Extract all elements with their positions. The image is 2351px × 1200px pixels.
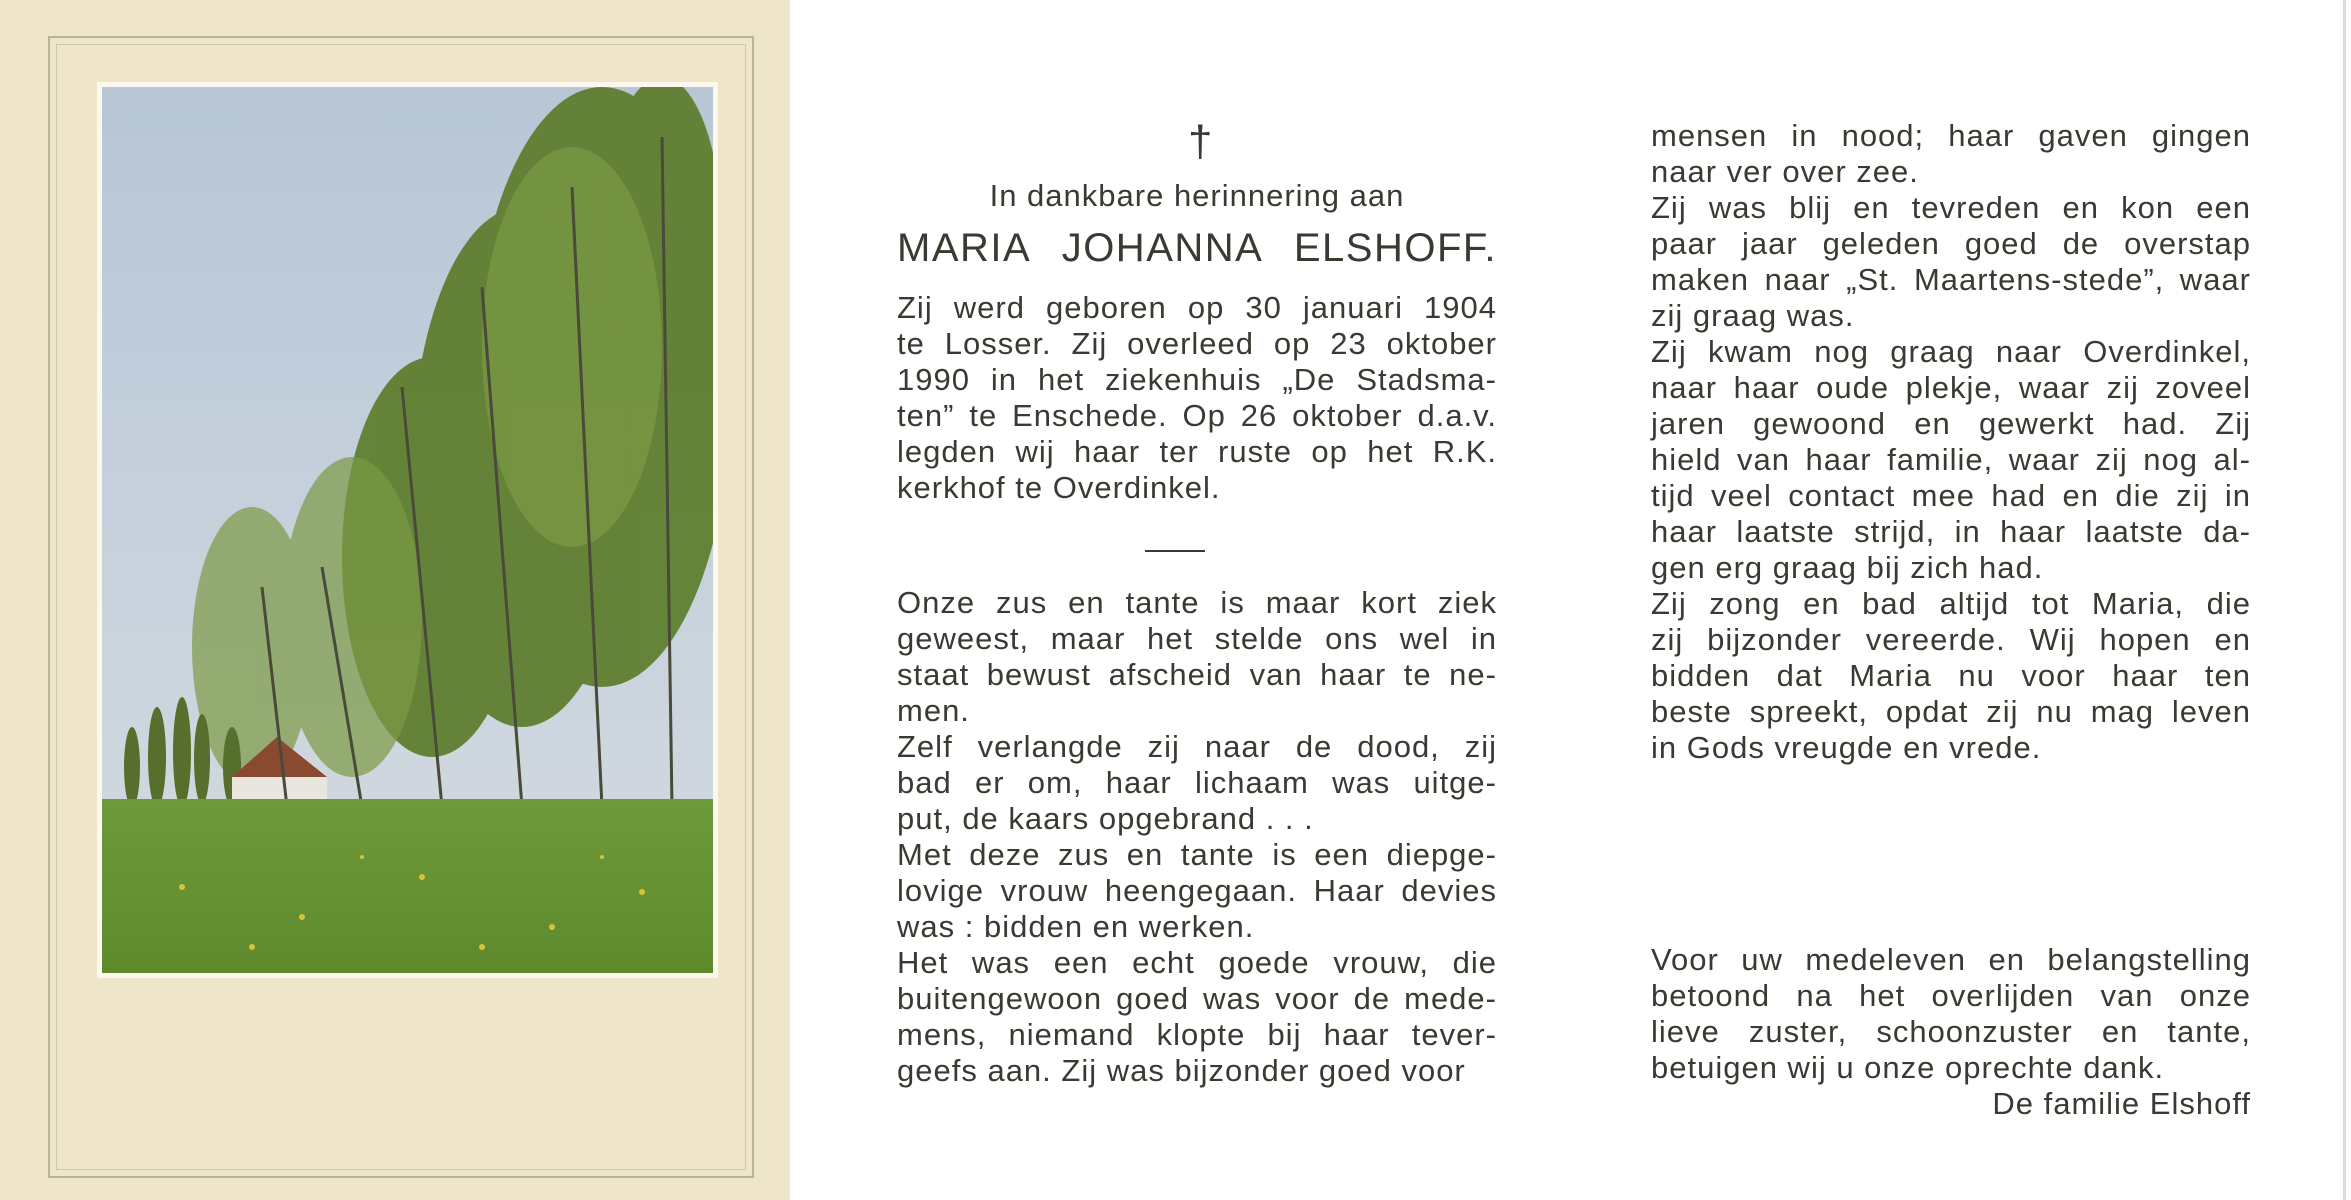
separator-rule [1145,550,1205,552]
tribute-text-continued [1651,118,2251,766]
text-line: men. [897,693,970,728]
text-line: 1990 in het ziekenhuis „De Stadsma- [897,362,1497,397]
text-line: naar ver over zee. [1651,154,1919,189]
intro-heading: In dankbare herinnering aan [989,178,1405,213]
text-line: bidden dat Maria nu voor haar ten [1651,658,2251,693]
text-line: put, de kaars opgebrand . . . [897,801,1314,836]
text-line: mens, niemand klopte bij haar tever- [897,1017,1497,1052]
paragraph [897,729,1497,837]
paragraph [897,945,1497,1089]
family-signature: De familie Elshoff [1992,1086,2251,1121]
text-line: was : bidden en werken. [897,909,1255,944]
text-line: geweest, maar het stelde ons wel in [897,621,1497,656]
paragraph [1651,190,2251,334]
text-line: Zij werd geboren op 30 januari 1904 [897,290,1497,325]
text-line: zij bijzonder vereerde. Wij hopen en [1651,622,2251,657]
cross-icon: † [1188,117,1214,166]
thanks-block [1651,942,2251,1122]
text-line: betoond na het overlijden van onze [1651,978,2251,1013]
text-line: naar haar oude plekje, waar zij zoveel [1651,370,2251,405]
page-edge-line [2343,0,2346,1200]
deceased-name: MARIA JOHANNA ELSHOFF. [897,226,1497,270]
text-line: te Losser. Zij overleed op 23 oktober [897,326,1497,361]
text-line: zij graag was. [1651,298,1855,333]
paragraph [897,290,1497,506]
text-line: tijd veel contact mee had en die zij in [1651,478,2251,513]
paragraph [1651,118,2251,190]
text-line: in Gods vreugde en vrede. [1651,730,2042,765]
text-line: Het was een echt goede vrouw, die [897,945,1497,980]
text-line: hield van haar familie, waar zij nog al- [1651,442,2251,477]
paragraph [897,585,1497,729]
thanks-text [1651,942,2251,1086]
text-line: Onze zus en tante is maar kort ziek [897,585,1497,620]
text-line: lovige vrouw heengegaan. Haar devies [897,873,1497,908]
text-line: staat bewust afscheid van haar te ne- [897,657,1497,692]
text-line: gen erg graag bij zich had. [1651,550,2044,585]
text-line: Zij kwam nog graag naar Overdinkel, [1651,334,2251,369]
text-line: Zij zong en bad altijd tot Maria, die [1651,586,2251,621]
text-line: kerkhof te Overdinkel. [897,470,1221,505]
text-line: legden wij haar ter ruste op het R.K. [897,434,1497,469]
text-line: Zelf verlangde zij naar de dood, zij [897,729,1497,764]
text-line: buitengewoon goed was voor de mede- [897,981,1497,1016]
text-line: lieve zuster, schoonzuster en tante, [1651,1014,2251,1049]
text-line: Voor uw medeleven en belangstelling [1651,942,2251,977]
paragraph [897,837,1497,945]
biography-text [897,290,1497,506]
text-line: haar laatste strijd, in haar laatste da- [1651,514,2251,549]
text-line: betuigen wij u onze oprechte dank. [1651,1050,2165,1085]
text-line: mensen in nood; haar gaven gingen [1651,118,2251,153]
text-line: paar jaar geleden goed de overstap [1651,226,2251,261]
text-line: beste spreekt, opdat zij nu mag leven [1651,694,2251,729]
paragraph [1651,586,2251,766]
text-line: jaren gewoond en gewerkt had. Zij [1651,406,2251,441]
paragraph [1651,942,2251,1086]
text-line: bad er om, haar lichaam was uitge- [897,765,1497,800]
landscape-photo [97,82,718,978]
tribute-text [897,585,1497,1089]
text-line: Met deze zus en tante is een diepge- [897,837,1497,872]
card-front-panel [0,0,790,1200]
text-line: maken naar „St. Maartens-stede”, waar [1651,262,2251,297]
paragraph [1651,334,2251,586]
text-line: geefs aan. Zij was bijzonder goed voor [897,1053,1466,1088]
text-line: Zij was blij en tevreden en kon een [1651,190,2251,225]
text-line: ten” te Enschede. Op 26 oktober d.a.v. [897,398,1497,433]
